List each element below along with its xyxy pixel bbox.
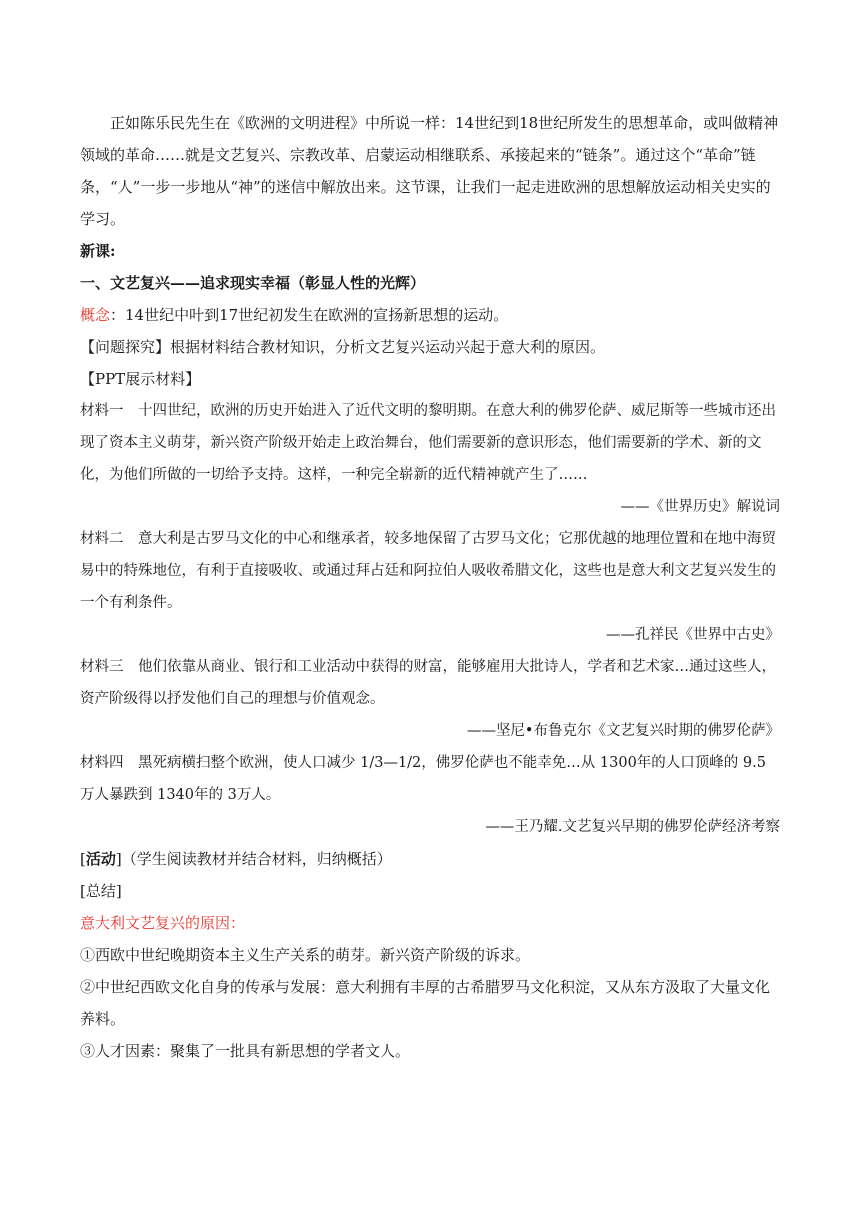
section1-heading: 一、文艺复兴——追求现实幸福（彰显人性的光辉）	[80, 274, 426, 292]
ppt-line: 【PPT展示材料】	[80, 370, 201, 388]
intro-paragraph: 正如陈乐民先生在《欧洲的文明进程》中所说一样：14世纪到18世纪所发生的思想革命，或叫做精神领域的革命……就是文艺复兴、宗教改革、启蒙运动相继联系、承接起来的“链条”。通过这个“革命”链条，“人”一步一步地从“神”的迷信中解放出来。这节课，让我们一起走进欧洲的思想解放运动相关史实的学习。	[80, 114, 779, 228]
reasons-heading: 意大利文艺复兴的原因：	[80, 914, 246, 932]
concept-line	[80, 299, 780, 331]
material-2-text: 材料二 意大利是古罗马文化的中心和继承者，较多地保留了古罗马文化；它那优越的地理位置和在地中海贸易中的特殊地位，有利于直接吸收、或通过拜占廷和阿拉伯人吸收希腊文化，这些也是意大利文艺复兴发生的一个有利条件。	[80, 531, 776, 611]
concept-label: 概念	[80, 306, 111, 324]
material-1-source: ——《世界历史》解说词	[620, 499, 780, 515]
question-line: 【问题探究】根据材料结合教材知识，分析文艺复兴运动兴起于意大利的原因。	[80, 338, 606, 356]
new-lesson-heading: 新课:	[80, 242, 116, 260]
document-body	[80, 107, 780, 1067]
material-3-source: ——坚尼•布鲁克尔《文艺复兴时期的佛罗伦萨》	[466, 723, 780, 739]
activity-label: 活动	[85, 850, 116, 868]
activity-line: [活动]（学生阅读教材并结合材料，归纳概括）	[80, 850, 392, 868]
material-4-text: 材料四 黑死病横扫整个欧洲，使人口减少 1/3—1/2，佛罗伦萨也不能幸免…从 1300年的人口顶峰的 9.5万人暴跌到 1340年的 3万人。	[80, 755, 766, 803]
reason-item-3: ③人才因素：聚集了一批具有新思想的学者文人。	[80, 1042, 411, 1060]
material-1-text: 材料一 十四世纪，欧洲的历史开始进入了近代文明的黎明期。在意大利的佛罗伦萨、威尼斯等一些城市还出现了资本主义萌芽，新兴资产阶级开始走上政治舞台，他们需要新的意识形态，他们需要新的学术、新的文化，为他们所做的一切给予支持。这样，一种完全崭新的近代精神就产生了……	[80, 403, 776, 483]
concept-text: ：14世纪中叶到17世纪初发生在欧洲的宣扬新思想的运动。	[110, 306, 509, 324]
summary-line: [总结]	[80, 882, 122, 900]
activity-text: （学生阅读教材并结合材料，归纳概括）	[121, 850, 392, 868]
reason-item-1: ①西欧中世纪晚期资本主义生产关系的萌芽。新兴资产阶级的诉求。	[80, 946, 531, 964]
material-2-source: ——孔祥民《世界中古史》	[606, 627, 780, 643]
material-4-source: ——王乃耀.文艺复兴早期的佛罗伦萨经济考察	[485, 819, 780, 835]
reason-item-2: ②中世纪西欧文化自身的传承与发展：意大利拥有丰厚的古希腊罗马文化积淀，又从东方汲取了大量文化养料。	[80, 978, 771, 1028]
material-3-text: 材料三 他们依靠从商业、银行和工业活动中获得的财富，能够雇用大批诗人，学者和艺术家…通过这些人，资产阶级得以抒发他们自己的理想与价值观念。	[80, 659, 776, 707]
